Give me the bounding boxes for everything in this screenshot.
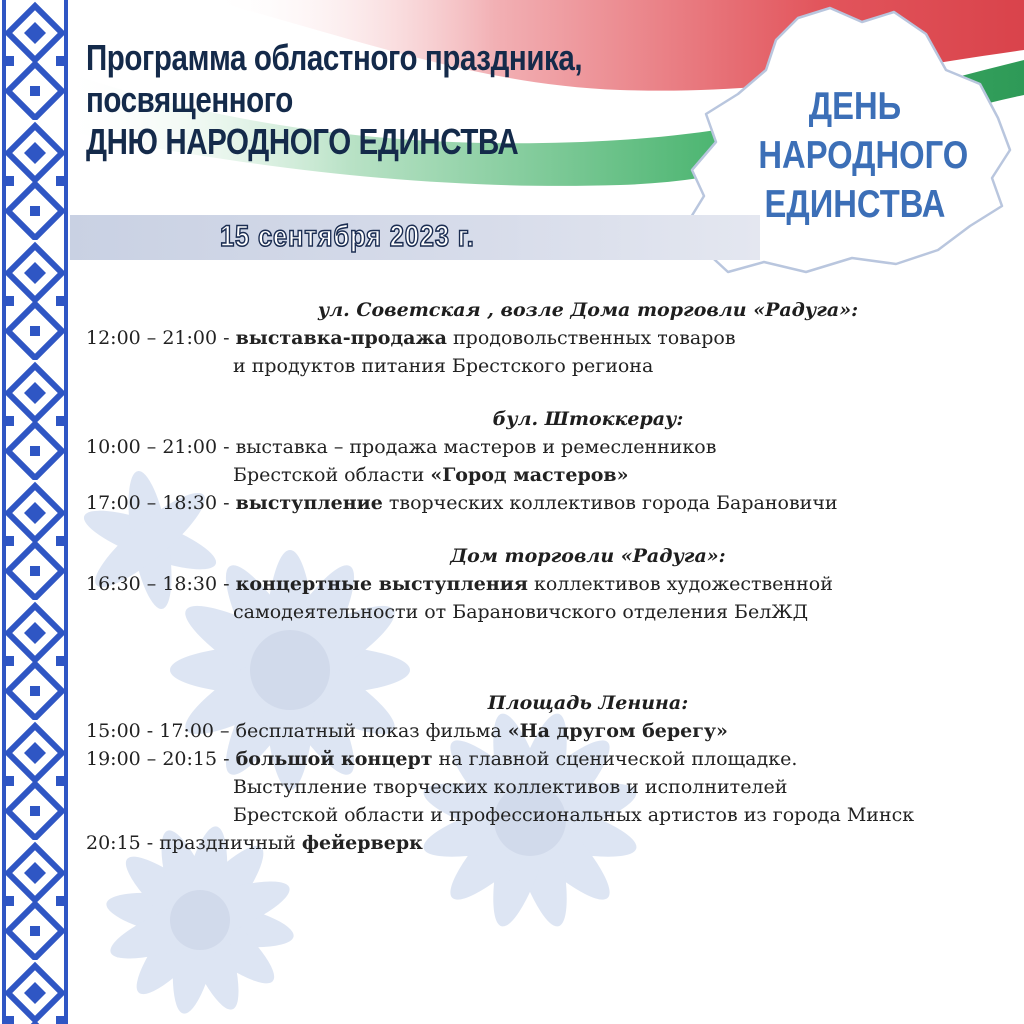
event-text: на главной сценической площадке. (432, 748, 798, 770)
schedule-section (86, 542, 1006, 626)
event-highlight: выставка-продажа (235, 327, 447, 349)
event-time: 17:00 – 18:30 - (86, 492, 236, 514)
event-line (86, 717, 1006, 745)
event-date: 15 сентября 2023 г. (220, 220, 475, 253)
event-text: продовольственных товаров (446, 327, 736, 349)
event-highlight: «Город мастеров» (430, 464, 629, 486)
event-line (86, 489, 1006, 517)
title-line: Программа областного праздника, (86, 37, 583, 78)
venue-heading: Дом торговли «Радуга»: (450, 545, 726, 567)
program-schedule (86, 296, 1006, 882)
schedule-section (86, 405, 1006, 517)
title-line: ДНЮ НАРОДНОГО ЕДИНСТВА (86, 121, 519, 162)
event-highlight: фейерверк (301, 832, 423, 854)
event-highlight: концертные выступления (235, 573, 528, 595)
event-continuation (86, 461, 1006, 489)
event-line (86, 324, 1006, 352)
badge-line: ДЕНЬ (808, 85, 902, 128)
venue-heading: бул. Штоккерау: (492, 408, 684, 430)
event-text: коллективов художественной (527, 573, 833, 595)
event-highlight: «На другом берегу» (507, 720, 728, 742)
schedule-section (86, 296, 1006, 380)
badge-line: НАРОДНОГО (758, 134, 969, 177)
event-line (86, 829, 1006, 857)
event-continuation: Брестской области и профессиональных артистов из города Минск (233, 804, 915, 826)
event-continuation: Выступление творческих коллективов и исполнителей (233, 776, 788, 798)
event-highlight: большой концерт (235, 748, 433, 770)
holiday-badge (758, 82, 969, 229)
badge-line: ЕДИНСТВА (764, 183, 946, 226)
event-text: выставка – продажа мастеров и ремесленников (235, 436, 717, 458)
event-time: 16:30 – 18:30 - (86, 573, 236, 595)
event-line (86, 745, 1006, 773)
ornament-border (0, 0, 70, 1024)
venue-heading: Площадь Ленина: (487, 692, 689, 714)
event-highlight: выступление (235, 492, 383, 514)
event-time: 15:00 - 17:00 – (86, 720, 236, 742)
title-line: посвященного (86, 79, 293, 120)
event-time: 10:00 – 21:00 - (86, 436, 236, 458)
event-time: 19:00 – 20:15 - (86, 748, 236, 770)
event-text: бесплатный показ фильма (235, 720, 508, 742)
event-text: Брестской области (233, 464, 431, 486)
event-text: творческих коллективов города Барановичи (382, 492, 838, 514)
program-title (86, 37, 583, 166)
event-line (86, 570, 1006, 598)
event-line (86, 433, 1006, 461)
venue-heading: ул. Советская , возле Дома торговли «Радуга»: (317, 299, 859, 321)
event-continuation: самодеятельности от Барановичского отделения БелЖД (233, 601, 809, 623)
event-continuation: и продуктов питания Брестского региона (233, 355, 654, 377)
event-text: праздничный (159, 832, 302, 854)
schedule-section (86, 689, 1006, 857)
event-time: 20:15 - (86, 832, 160, 854)
event-time: 12:00 – 21:00 - (86, 327, 236, 349)
